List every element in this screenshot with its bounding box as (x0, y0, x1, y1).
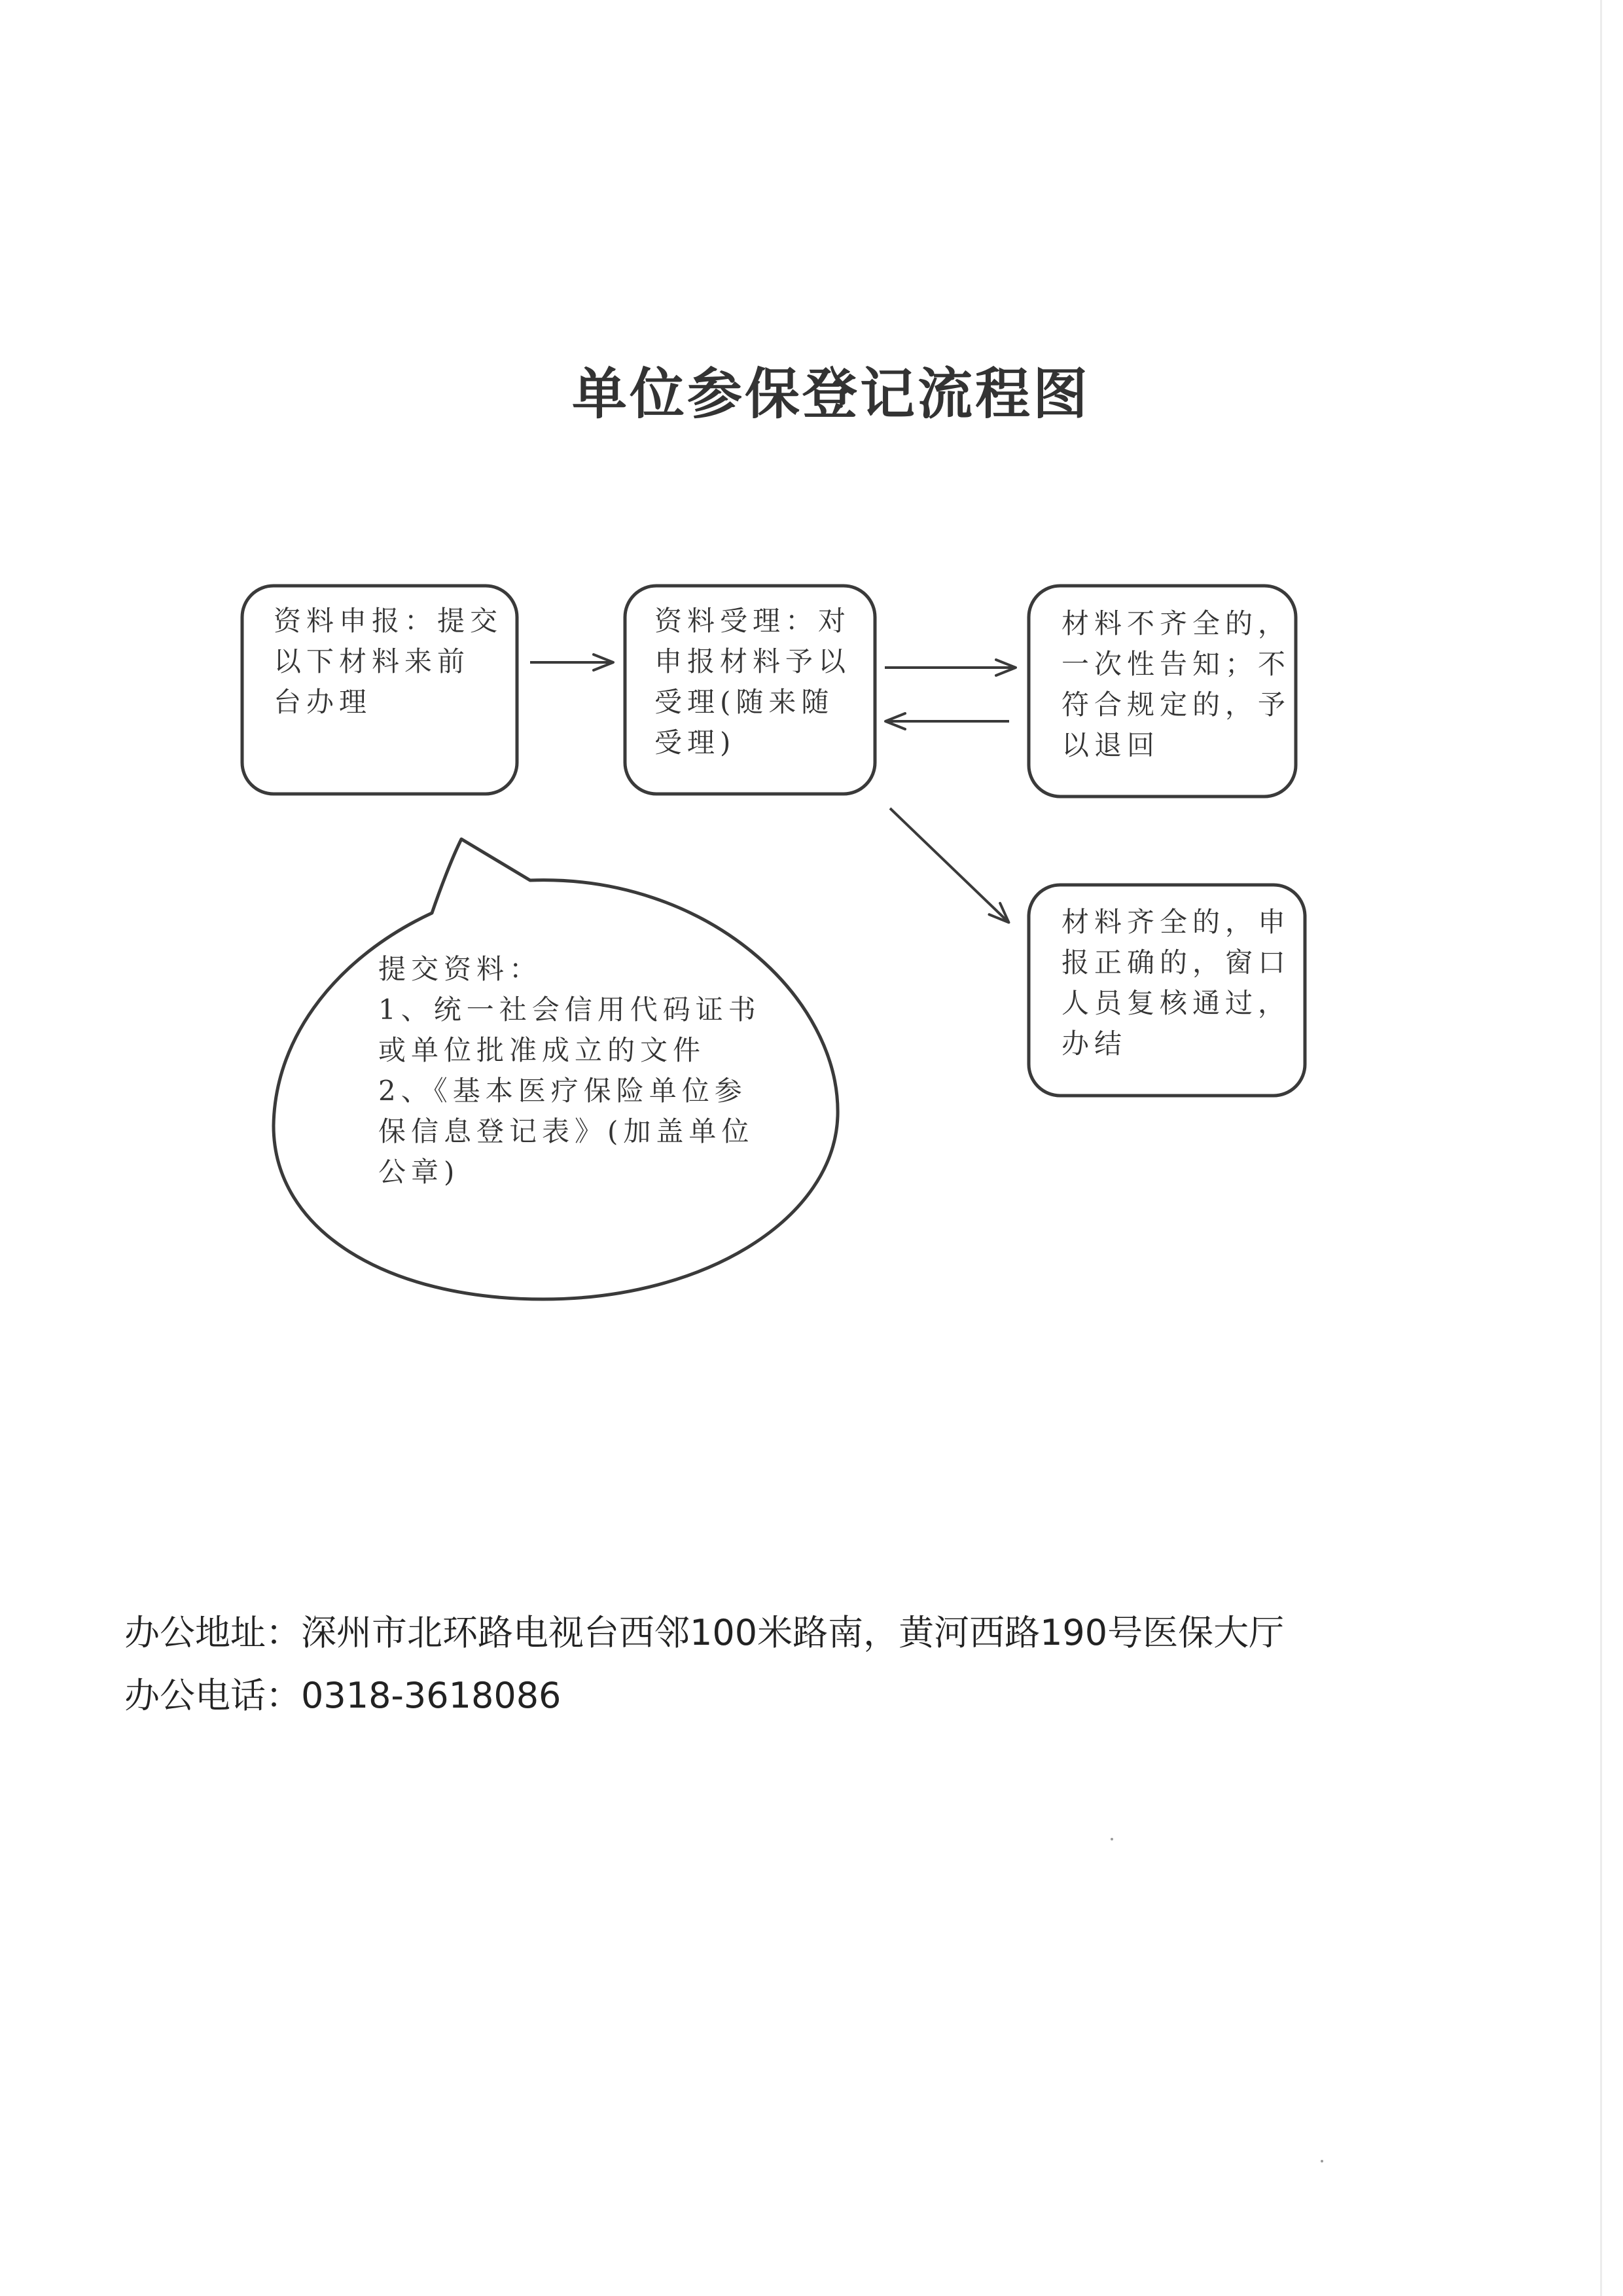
box-accept-text: 资料受理：对 申报材料予以 受理(随来随 受理) (654, 605, 851, 759)
box-complete-text: 材料齐全的，申 报正确的，窗口 人员复核通过， 办结 (1061, 906, 1291, 1060)
office-phone: 办公电话：0318-3618086 (124, 1675, 562, 1716)
page-title: 单位参保登记流程图 (571, 362, 1090, 426)
scan-speck (1321, 2160, 1323, 2162)
box-incomplete-text: 材料不齐全的， 一次性告知；不 符合规定的，予 以退回 (1061, 607, 1291, 761)
arrow-accept-to-complete (890, 808, 1008, 922)
office-address: 办公地址：深州市北环路电视台西邻100米路南，黄河西路190号医保大厅 (124, 1612, 1285, 1653)
bubble-materials-text: 提交资料： 1、统一社会信用代码证书 或单位批准成立的文件 2、《基本医疗保险单位参 保信息登记表》(加盖单位 公章) (378, 953, 761, 1188)
box-declare-text: 资料申报：提交 以下材料来前 台办理 (274, 605, 503, 718)
scan-speck (1111, 1838, 1113, 1840)
